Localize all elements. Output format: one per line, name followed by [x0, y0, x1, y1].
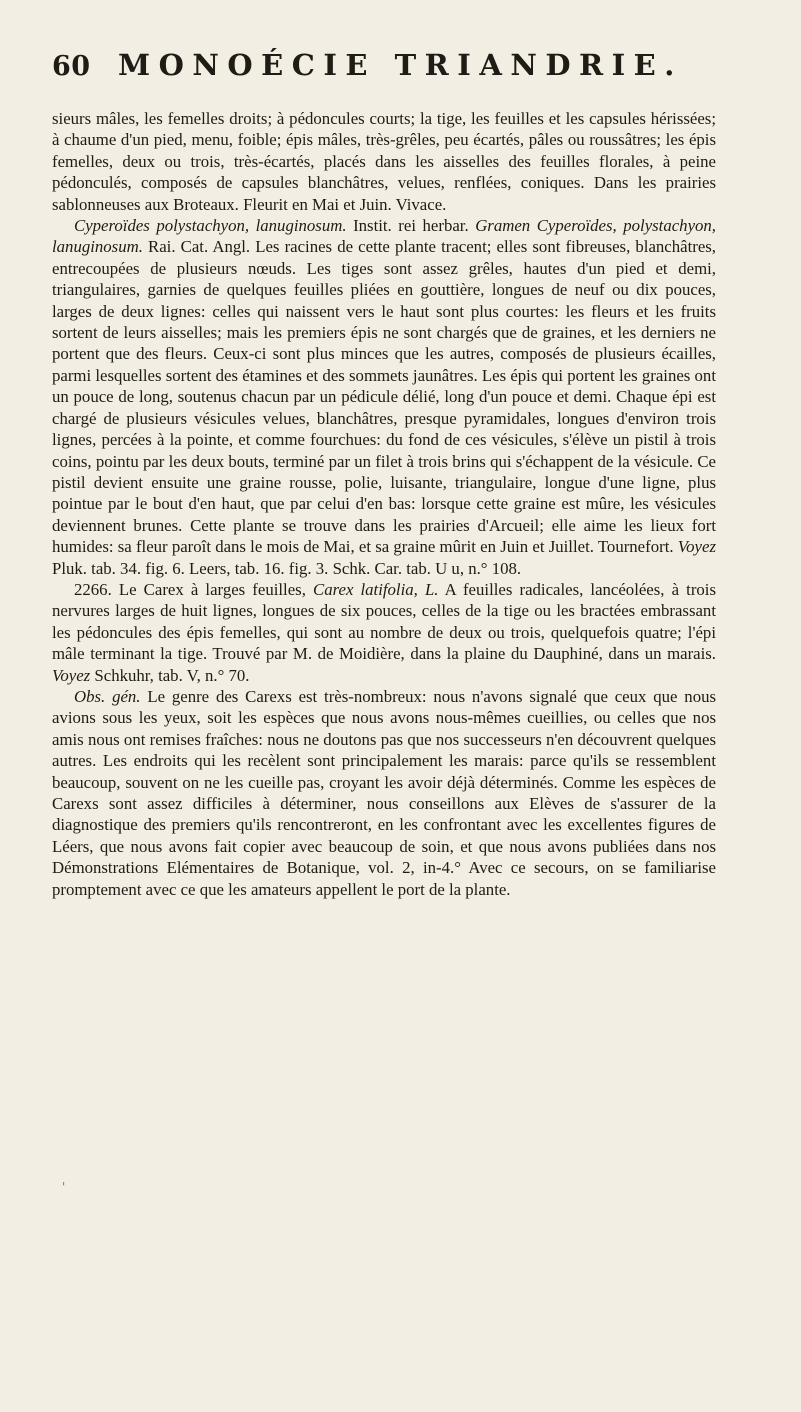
margin-mark: ': [62, 1180, 66, 1194]
text-run: Pluk. tab. 34. fig. 6. Leers, tab. 16. fig. 3. Schk. Car. tab. U u, n.° 108.: [52, 558, 522, 578]
paragraph-observation: [52, 686, 716, 900]
text-run: 2266. Le Carex à larges feuilles,: [74, 579, 313, 599]
italic-text: Gramen Cyperoïdes, polystachyon, lanuginosum.: [52, 216, 716, 257]
italic-text: Carex latifolia, L.: [313, 579, 439, 599]
text-run: Instit. rei herbar.: [346, 216, 476, 236]
book-page: [52, 48, 716, 900]
italic-text: Voyez: [677, 537, 716, 557]
paragraph-cyperoides: [52, 215, 716, 579]
italic-text: Obs. gén.: [74, 686, 141, 706]
running-title: MONOÉCIE TRIANDRIE.: [118, 48, 683, 82]
paragraph-continuation: [52, 108, 716, 215]
text-run: sieurs mâles, les femelles droits; à pédoncules courts; la tige, les feuilles et les capsules hérissées; à chaume d'un pied, menu, foible; épis mâles, très-grêles, peu écartés, pâles ou roussâtres; les épis femelles, deux ou trois, très-écartés, placés dans les aisselles des feuilles florales, à peine pédonculés, composés de capsules blanchâtres, velues, renflées, coniques. Dans les prairies sablonneuses aux Broteaux. Fleurit en Mai et Juin. Vivace.: [52, 109, 716, 214]
italic-text: Voyez: [52, 665, 91, 685]
italic-text: Cyperoïdes polystachyon, lanuginosum.: [74, 216, 347, 236]
paragraph-carex-latifolia: [52, 579, 716, 686]
text-run: A feuilles radicales, lancéolées, à trois nervures larges de huit lignes, longues de six pouces, celles de la tige ou les bractées embrassant les pédoncules des épis femelles, qui sont au nombre de deux ou trois, quelquefois quatre; l'épi mâle terminant la tige. Trouvé par M. de Moidière, dans la plaine du Dauphiné, dans un marais.: [52, 579, 716, 664]
text-run: Rai. Cat. Angl. Les racines de cette plante tracent; elles sont fibreuses, blanchâtres, entrecoupées de plusieurs nœuds. Les tiges sont assez grêles, hautes d'un pied et demi, triangulaires, garnies de quelques feuilles pliées en gouttière, longues de neuf ou dix pouces, larges de deux lignes: celles qui naissent vers le haut sont plus courtes: les fleurs et les fruits sortent de leurs aisselles; mais les premiers épis ne sont chargés que de graines, et les derniers ne portent que des fleurs. Ceux-ci sont plus minces que les autres, composés de plusieurs écailles, parmi lesquelles sortent des étamines et des sommets jaunâtres. Les épis qui portent les graines ont un pouce de long, soutenus chacun par un pédicule délié, long d'un pouce et demi. Chaque épi est chargé de plusieurs vésicules velues, blanchâtres, presque pyramidales, longues d'environ trois lignes, percées à la pointe, et comme fourchues: du fond de ces vésicules, s'élève un pistil à trois coins, pointu par les deux bouts, terminé par un filet à trois brins qui s'échappent de la vésicule. Ce pistil devient ensuite une graine rousse, polie, luisante, triangulaire, longue d'une ligne, plus pointue par le bout d'en haut, que par celui d'en bas: lorsque cette graine est mûre, les vésicules deviennent brunes. Cette plante se trouve dans les prairies d'Arcueil; elle aime les lieux fort humides: sa fleur paroît dans le mois de Mai, et sa graine mûrit en Juin et Juillet. Tournefort.: [52, 237, 716, 557]
body-text: [52, 108, 716, 900]
page-header: [52, 48, 716, 98]
text-run: Le genre des Carexs est très-nombreux: nous n'avons signalé que ceux que nous avions sous les yeux, soit les espèces que nous avons nous-mêmes cueillies, ou celles que nos amis nous ont remises fraîches: nous ne doutons pas que nos successeurs n'en découvrent quelques autres. Les endroits qui les recèlent sont principalement les marais: parce qu'ils se ressemblent beaucoup, souvent on ne les cueille pas, croyant les avoir déjà déterminés. Comme les espèces de Carexs sont assez difficiles à déterminer, nous conseillons aux Elèves de s'assurer de la diagnostique des premiers qu'ils rencontreront, en les confrontant avec les excellentes figures de Léers, que nous avons fait copier avec beaucoup de soin, et que nous avons publiées dans nos Démonstrations Elémentaires de Botanique, vol. 2, in-4.° Avec ce secours, on se familiarise promptement avec ce que les amateurs appellent le port de la plante.: [52, 686, 717, 899]
text-run: Schkuhr, tab. V, n.° 70.: [90, 665, 250, 685]
page-number: 60: [52, 51, 91, 82]
